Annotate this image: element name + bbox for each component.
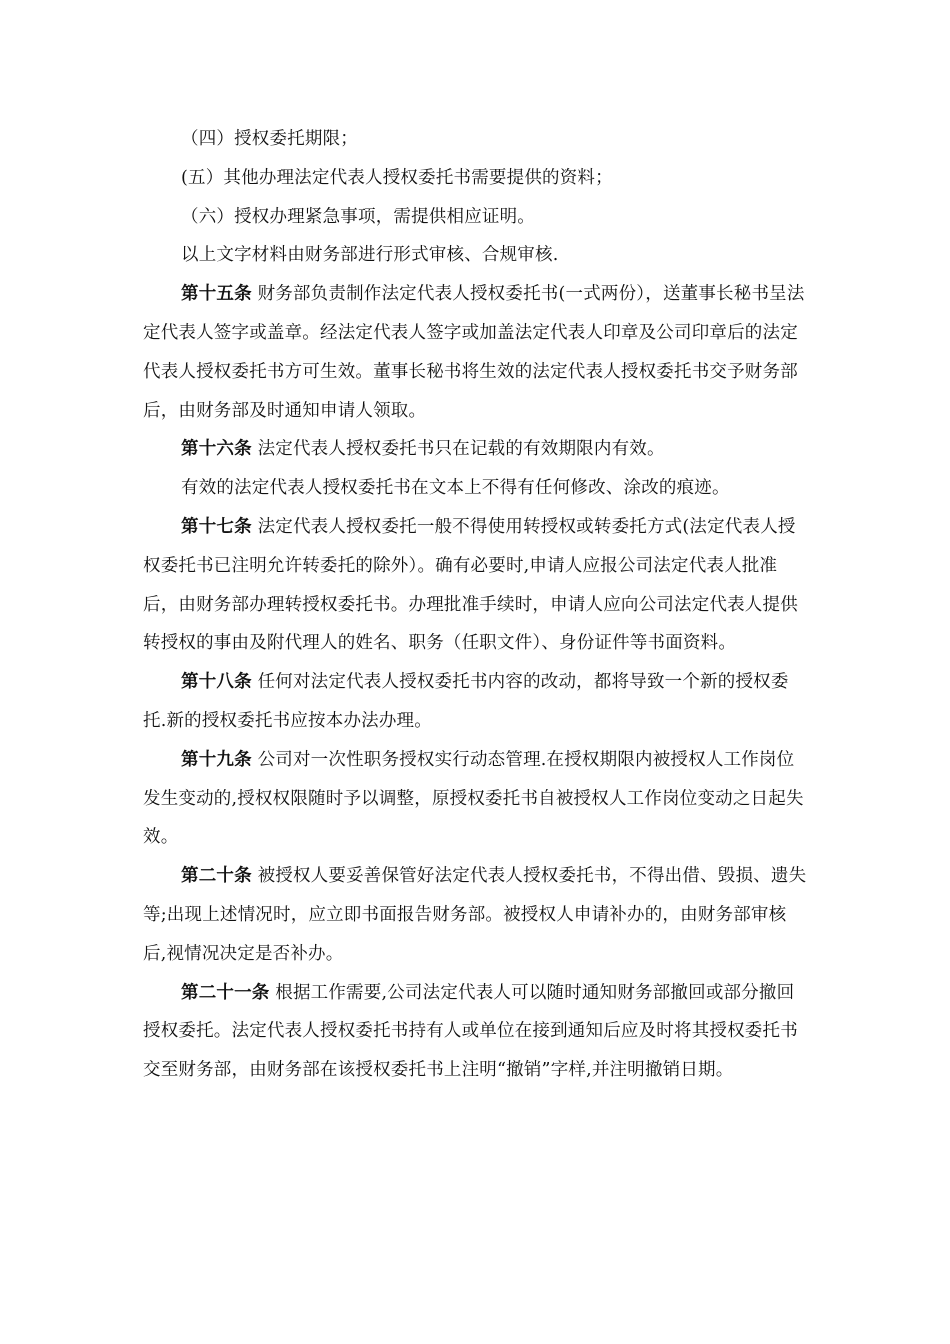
article-title: 第二十条 [181, 866, 252, 887]
document-body [143, 120, 807, 1090]
article-text: 法定代表人授权委托一般不得使用转授权或转委托方式(法定代表人授权委托书已注明允许转委托的除外）。确有必要时,申请人应报公司法定代表人批准后，由财务部办理转授权委托书。办理批准手续时，申请人应向公司法定代表人提供转授权的事由及附代理人的姓名、职务（任职文件）、身份证件等书面资料。 [143, 516, 798, 654]
article-18 [143, 663, 807, 741]
paragraph-text: 以上文字材料由财务部进行形式审核、合规审核. [181, 245, 559, 266]
paragraph-item-6 [143, 198, 807, 237]
article-title: 第十六条 [181, 439, 252, 460]
article-20 [143, 857, 807, 973]
article-text: 财务部负责制作法定代表人授权委托书(一式两份），送董事长秘书呈法定代表人签字或盖章。经法定代表人签字或加盖法定代表人印章及公司印章后的法定代表人授权委托书方可生效。董事长秘书将生效的法定代表人授权委托书交予财务部后，由财务部及时通知申请人领取。 [143, 284, 805, 421]
article-text: 被授权人要妥善保管好法定代表人授权委托书，不得出借、毁损、遗失等;出现上述情况时，应立即书面报告财务部。被授权人申请补办的，由财务部审核后,视情况决定是否补办。 [143, 866, 807, 964]
article-text: 任何对法定代表人授权委托书内容的改动，都将导致一个新的授权委托.新的授权委托书应按本办法办理。 [143, 672, 789, 731]
paragraph-text: (五）其他办理法定代表人授权委托书需要提供的资料； [181, 167, 613, 188]
article-title: 第十五条 [181, 284, 252, 305]
article-title: 第十九条 [181, 749, 252, 770]
paragraph-text: 有效的法定代表人授权委托书在文本上不得有任何修改、涂改的痕迹。 [181, 478, 730, 499]
article-21 [143, 974, 807, 1090]
article-15 [143, 275, 807, 430]
article-16-continued [143, 469, 807, 508]
article-17 [143, 508, 807, 663]
paragraph-text: （六）授权办理紧急事项，需提供相应证明。 [181, 206, 535, 227]
paragraph-item-5 [143, 159, 807, 198]
article-text: 根据工作需要,公司法定代表人可以随时通知财务部撤回或部分撤回授权委托。法定代表人授权委托书持有人或单位在接到通知后应及时将其授权委托书交至财务部，由财务部在该授权委托书上注明“撤销”字样,并注明撤销日期。 [143, 982, 798, 1081]
article-text: 公司对一次性职务授权实行动态管理.在授权期限内被授权人工作岗位发生变动的,授权权限随时予以调整，原授权委托书自被授权人工作岗位变动之日起失效。 [143, 749, 804, 848]
article-text: 法定代表人授权委托书只在记载的有效期限内有效。 [251, 439, 665, 460]
article-title: 第十八条 [181, 672, 252, 693]
article-title: 第十七条 [181, 516, 252, 537]
paragraph-text: （四）授权委托期限； [181, 129, 358, 149]
article-title: 第二十一条 [181, 982, 270, 1003]
paragraph-review-note [143, 236, 807, 275]
paragraph-item-4 [143, 120, 807, 159]
article-16 [143, 430, 807, 469]
article-19 [143, 741, 807, 857]
